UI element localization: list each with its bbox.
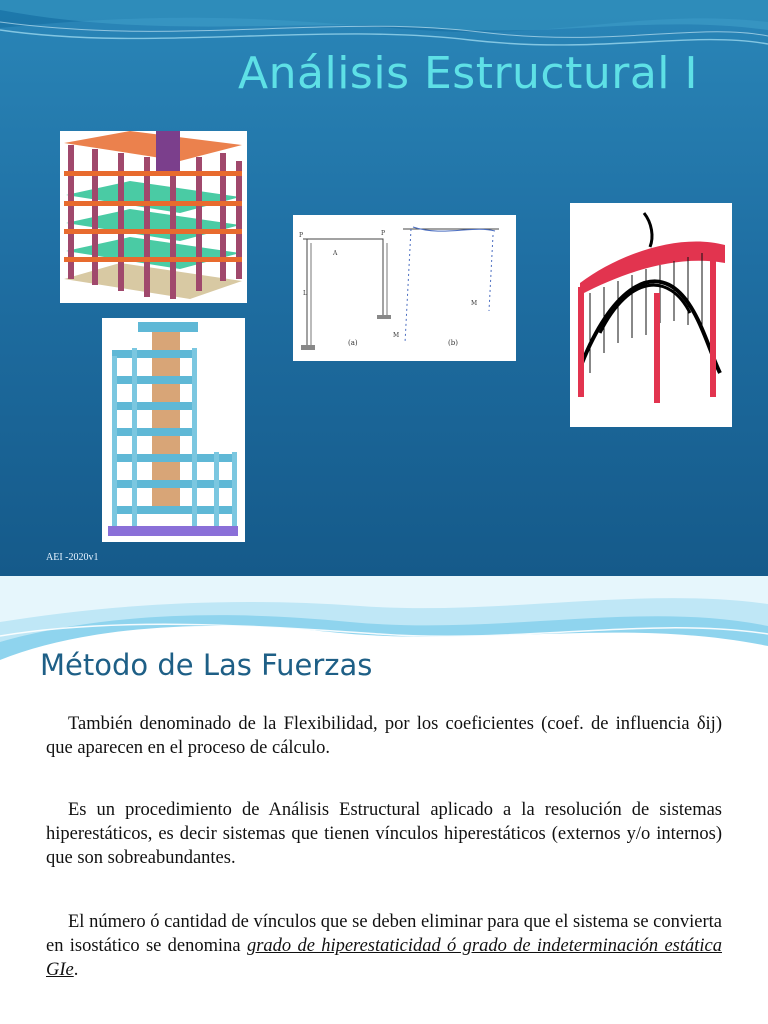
svg-text:M: M [393,332,400,339]
frame-diagram-image [293,215,516,361]
slide-heading: Método de Las Fuerzas [40,648,373,682]
paragraph-3-text: El número ó cantidad de vínculos que se deben eliminar para que el sistema se convierta en isostático se denomina [46,912,722,956]
paragraph-2-text: Es un procedimiento de Análisis Estructural aplicado a la resolución de sistemas hiperestáticos, es decir sistemas que tienen vínculos hiperestáticos (externos y/o internos) que son sobreabundantes. [46,800,722,868]
paragraph-3 [46,910,722,982]
definition-link: grado de hiperestaticidad ó grado de indeterminación estática GIe [46,936,722,980]
svg-text:P: P [299,232,304,239]
paragraph-2 [46,798,722,870]
svg-text:M: M [471,300,478,307]
bridge-image [570,203,732,427]
diagram-label-b: (b) [448,339,458,347]
paragraph-1-text: También denominado de la Flexibilidad, por los coeficientes (coef. de influencia δij) que aparecen en el proceso de cálculo. [46,714,722,758]
slide-footer-tag: AEI -2020v1 [46,552,99,563]
building-frame-3d-image [60,131,247,303]
svg-text:A: A [333,250,338,257]
slide-title: Análisis Estructural I [238,48,698,99]
paragraph-3-end: . [73,960,79,980]
building-model-image [102,318,245,542]
content-slide [0,576,768,1024]
svg-text:L: L [303,290,307,297]
paragraph-1 [46,712,722,760]
svg-text:P: P [381,230,386,237]
diagram-label-a: (a) [348,339,358,347]
